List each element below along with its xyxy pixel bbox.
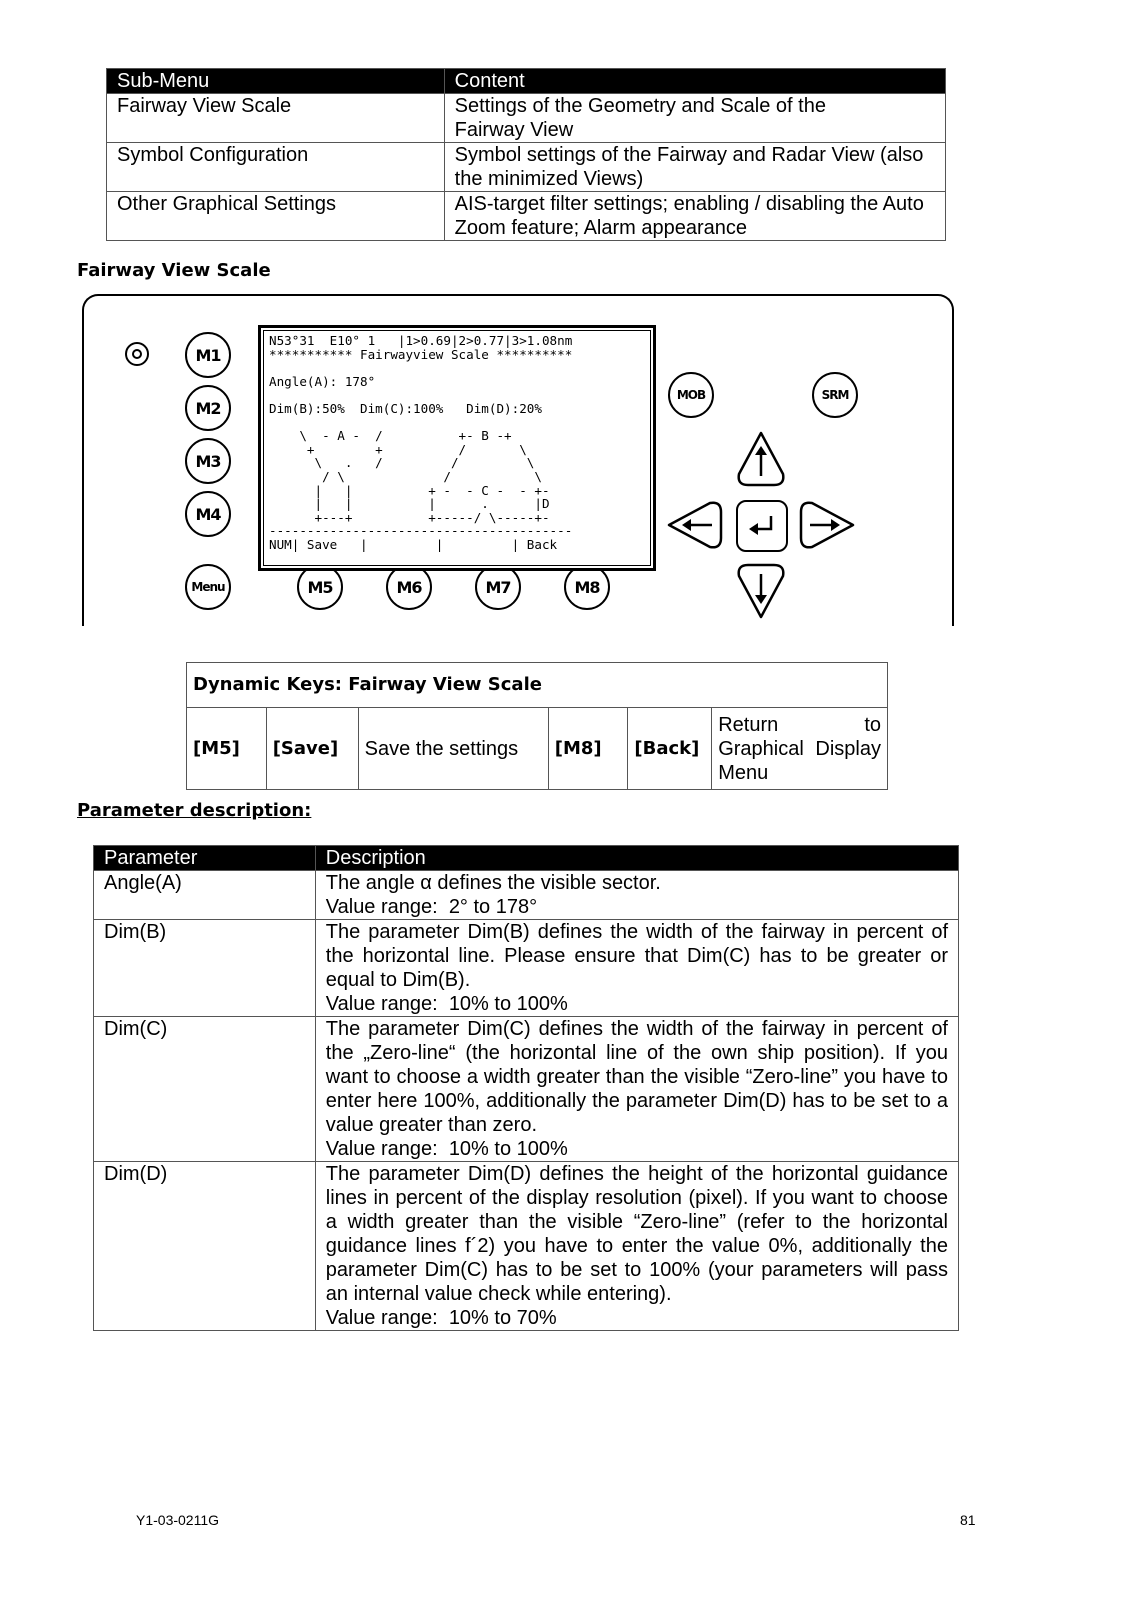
arrow-left-icon[interactable] bbox=[666, 500, 724, 550]
value-range: Value range: 10% to 70% bbox=[325, 1307, 557, 1329]
table-row bbox=[107, 94, 946, 143]
submenu-header-content: Content bbox=[444, 69, 945, 94]
key-label-save: [Save] bbox=[266, 708, 358, 790]
key-m8: [M8] bbox=[548, 708, 628, 790]
param-cell: Dim(D) bbox=[94, 1162, 316, 1331]
param-cell: Dim(B) bbox=[94, 920, 316, 1017]
m4-key[interactable]: M4 bbox=[185, 491, 231, 537]
doc-id: Y1-03-0211G bbox=[136, 1512, 220, 1528]
parameter-table bbox=[93, 845, 959, 1331]
key-label-back: [Back] bbox=[628, 708, 712, 790]
key-desc-back: Return to Graphical Display Menu bbox=[712, 708, 888, 790]
submenu-cell: Symbol Configuration bbox=[107, 143, 445, 192]
arrow-down-icon[interactable] bbox=[736, 562, 786, 620]
m8-key[interactable]: M8 bbox=[564, 564, 610, 610]
m1-key[interactable]: M1 bbox=[185, 332, 231, 378]
desc-text: The angle α defines the visible sector. bbox=[325, 872, 661, 894]
submenu-header-submenu: Sub-Menu bbox=[107, 69, 445, 94]
submenu-cell: Fairway View Scale bbox=[107, 94, 445, 143]
m5-key[interactable]: M5 bbox=[297, 564, 343, 610]
table-row bbox=[107, 192, 946, 241]
desc-cell bbox=[315, 920, 958, 1017]
param-header: Parameter bbox=[94, 846, 316, 871]
param-cell: Dim(C) bbox=[94, 1017, 316, 1162]
content-cell: AIS-target filter settings; enabling / disabling the Auto Zoom feature; Alarm appearance bbox=[444, 192, 945, 241]
enter-icon bbox=[738, 502, 786, 550]
submenu-cell: Other Graphical Settings bbox=[107, 192, 445, 241]
menu-key[interactable]: Menu bbox=[185, 564, 231, 610]
table-row bbox=[94, 871, 959, 920]
dynamic-keys-title: Dynamic Keys: Fairway View Scale bbox=[187, 663, 888, 708]
enter-key[interactable] bbox=[736, 500, 788, 552]
table-row bbox=[187, 708, 888, 790]
table-row bbox=[94, 1162, 959, 1331]
desc-text: The parameter Dim(C) defines the width of the fairway in percent of the „Zero-line“ (the horizontal line of the own ship position). If you want to choose a width greater than the visible “Zero-line” you have to enter here 100%, additionally the parameter Dim(D) has to be set to a value greater than zero. bbox=[325, 1018, 948, 1136]
key-m5: [M5] bbox=[187, 708, 267, 790]
table-row bbox=[107, 143, 946, 192]
page-number: 81 bbox=[960, 1512, 976, 1528]
content-cell: Settings of the Geometry and Scale of the Fairway View bbox=[444, 94, 945, 143]
section-title: Fairway View Scale bbox=[77, 260, 271, 281]
arrow-right-icon[interactable] bbox=[798, 500, 856, 550]
table-row bbox=[94, 1017, 959, 1162]
lcd-screen bbox=[258, 325, 656, 571]
key-desc-save: Save the settings bbox=[358, 708, 548, 790]
parameter-heading: Parameter description: bbox=[77, 800, 312, 821]
m3-key[interactable]: M3 bbox=[185, 438, 231, 484]
param-cell: Angle(A) bbox=[94, 871, 316, 920]
table-row bbox=[94, 920, 959, 1017]
m2-key[interactable]: M2 bbox=[185, 385, 231, 431]
desc-header: Description bbox=[315, 846, 958, 871]
m6-key[interactable]: M6 bbox=[386, 564, 432, 610]
dynamic-keys-table bbox=[186, 662, 888, 790]
submenu-table bbox=[106, 68, 946, 241]
desc-text: The parameter Dim(D) defines the height of the horizontal guidance lines in percent of the display resolution (pixel). If you want to choose a width greater than the visible “Zero-line” (refer to the horizontal guidance lines f´2) you have to enter the value 0%, additionally the parameter Dim(C) has to be set to 100% (your parameters will pass an internal value check while entering). bbox=[325, 1163, 948, 1305]
content-cell: Symbol settings of the Fairway and Radar View (also the minimized Views) bbox=[444, 143, 945, 192]
power-indicator-icon bbox=[125, 342, 149, 366]
mob-key[interactable]: MOB bbox=[668, 372, 714, 418]
desc-cell bbox=[315, 1162, 958, 1331]
value-range: Value range: 2° to 178° bbox=[325, 896, 538, 918]
desc-text: The parameter Dim(B) defines the width of the fairway in percent of the horizontal line. Please ensure that Dim(C) has to be greater or equal to Dim(B). bbox=[325, 921, 948, 991]
lcd-text: N53°31 E10° 1 |1>0.69|2>0.77|3>1.08nm *********** Fairwayview Scale ********** Angle(A): 178° Dim(B):50% Dim(C):100% Dim(D):20% \ - A - / +- B -+ + + / \ \ . / / \ / \ / \ | | + - - C - - +- | | | . |D +---+ +-----/ \-----+- ---------------------------------------- NUM| Save | | | Back bbox=[269, 333, 573, 552]
value-range: Value range: 10% to 100% bbox=[325, 993, 568, 1015]
arrow-up-icon[interactable] bbox=[736, 430, 786, 488]
srm-key[interactable]: SRM bbox=[812, 372, 858, 418]
desc-cell bbox=[315, 871, 958, 920]
m7-key[interactable]: M7 bbox=[475, 564, 521, 610]
desc-cell bbox=[315, 1017, 958, 1162]
value-range: Value range: 10% to 100% bbox=[325, 1138, 568, 1160]
